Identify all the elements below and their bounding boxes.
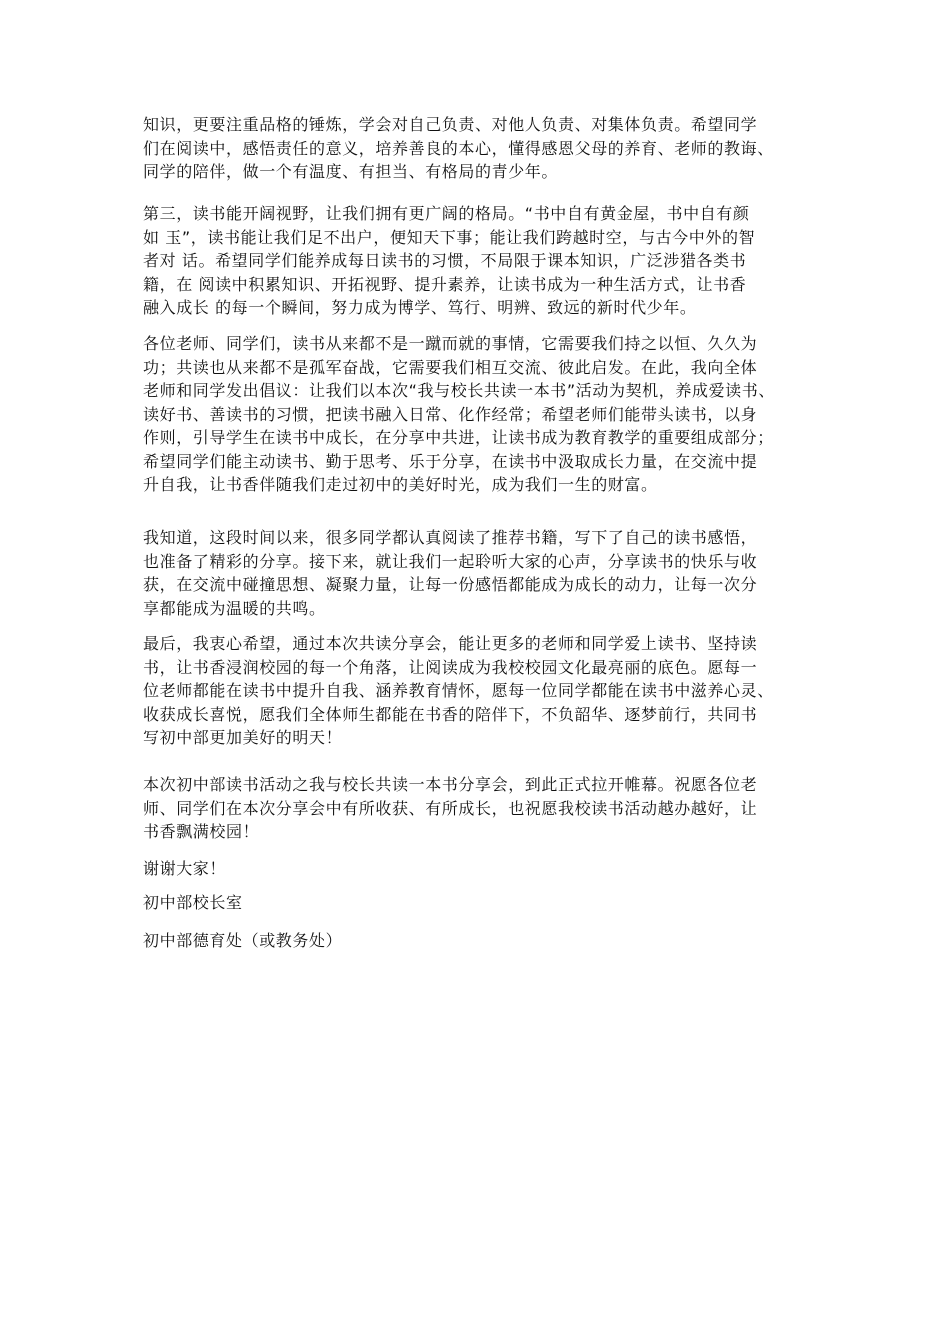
- text-line: 作则，引导学生在读书中成长，在分享中共进，让读书成为教育教学的重要组成部分；: [143, 428, 774, 447]
- signature-moral-education-office: [143, 929, 342, 953]
- text-line: 书香飘满校园！: [143, 822, 260, 841]
- text-line: 各位老师、同学们，读书从来都不是一蹴而就的事情，它需要我们持之以恒、久久为: [143, 334, 758, 353]
- paragraph-initiative: [143, 332, 775, 497]
- text-line: 升自我，让书香伴随我们走过初中的美好时光，成为我们一生的财富。: [143, 475, 658, 494]
- text-line: 位老师都能在读书中提升自我、涵养教育情怀，愿每一位同学都能在读书中滋养心灵、: [143, 681, 774, 700]
- text-line: 初中部校长室: [143, 893, 243, 912]
- text-line: 读好书、善读书的习惯，把读书融入日常、化作经常；希望老师们能带头读书，以身: [143, 404, 758, 424]
- text-line: 籍，在 阅读中积累知识、开拓视野、提升素养，让读书成为一种生活方式，让书香: [143, 274, 747, 294]
- text-line: 享都能成为温暖的共鸣。: [143, 598, 326, 618]
- text-line: 如 玉”，读书能让我们足不出户，便知天下事；能让我们跨越时空，与古今中外的智: [143, 227, 756, 247]
- text-line: 师、同学们在本次分享会中有所收获、有所成长，也祝愿我校读书活动越办越好，让: [143, 798, 758, 818]
- paragraph-final-hope: [143, 632, 774, 750]
- text-line: 获，在交流中碰撞思想、凝聚力量，让每一份感悟都能成为成长的动力，让每一次分: [143, 575, 758, 594]
- text-line: 最后，我衷心希望，通过本次共读分享会，能让更多的老师和同学爱上读书、坚持读: [143, 634, 758, 653]
- text-line: 同学的陪伴，做一个有温度、有担当、有格局的青少年。: [143, 162, 559, 181]
- text-line: 希望同学们能主动读书、勤于思考、乐于分享，在读书中汲取成长力量，在交流中提: [143, 451, 758, 471]
- paragraph-thanks: [143, 857, 226, 881]
- signature-principal-office: [143, 891, 243, 915]
- text-line: 本次初中部读书活动之我与校长共读一本书分享会，到此正式拉开帷幕。祝愿各位老: [143, 775, 758, 794]
- text-line: 谢谢大家！: [143, 859, 227, 878]
- text-line: 功；共读也从来都不是孤军奋战，它需要我们相互交流、彼此启发。在此，我向全体: [143, 357, 758, 377]
- text-line: 我知道，这段时间以来，很多同学都认真阅读了推荐书籍，写下了自己的读书感悟，: [143, 528, 758, 547]
- text-line: 初中部德育处（或教务处）: [143, 931, 343, 950]
- text-line: 老师和同学发出倡议：让我们以本次“我与校长共读一本书”活动为契机，养成爱读书、: [143, 381, 775, 400]
- text-line: 收获成长喜悦，愿我们全体师生都能在书香的陪伴下，不负韶华、逐梦前行，共同书: [143, 704, 758, 724]
- paragraph-broaden-horizons: [143, 202, 755, 320]
- text-line: 融入成长 的每一个瞬间，努力成为博学、笃行、明辨、致远的新时代少年。: [143, 298, 697, 317]
- text-line: 也准备了精彩的分享。接下来，就让我们一起聆听大家的心声，分享读书的快乐与收: [143, 551, 758, 571]
- text-line: 第三，读书能开阔视野，让我们拥有更广阔的格局。“书中自有黄金屋，书中自有颜: [143, 204, 750, 223]
- paragraph-responsibility: [143, 113, 774, 184]
- paragraph-opening: [143, 773, 757, 844]
- text-line: 者对 话。希望同学们能养成每日读书的习惯，不局限于课本知识，广泛涉猎各类书: [143, 251, 747, 270]
- text-line: 知识，更要注重品格的锤炼，学会对自己负责、对他人负责、对集体负责。希望同学: [143, 115, 758, 134]
- text-line: 们在阅读中，感悟责任的意义，培养善良的本心，懂得感恩父母的养育、老师的教诲、: [143, 138, 774, 158]
- paragraph-sharing: [143, 526, 757, 620]
- text-line: 写初中部更加美好的明天！: [143, 728, 343, 747]
- text-line: 书，让书香浸润校园的每一个角落，让阅读成为我校校园文化最亮丽的底色。愿每一: [143, 657, 758, 677]
